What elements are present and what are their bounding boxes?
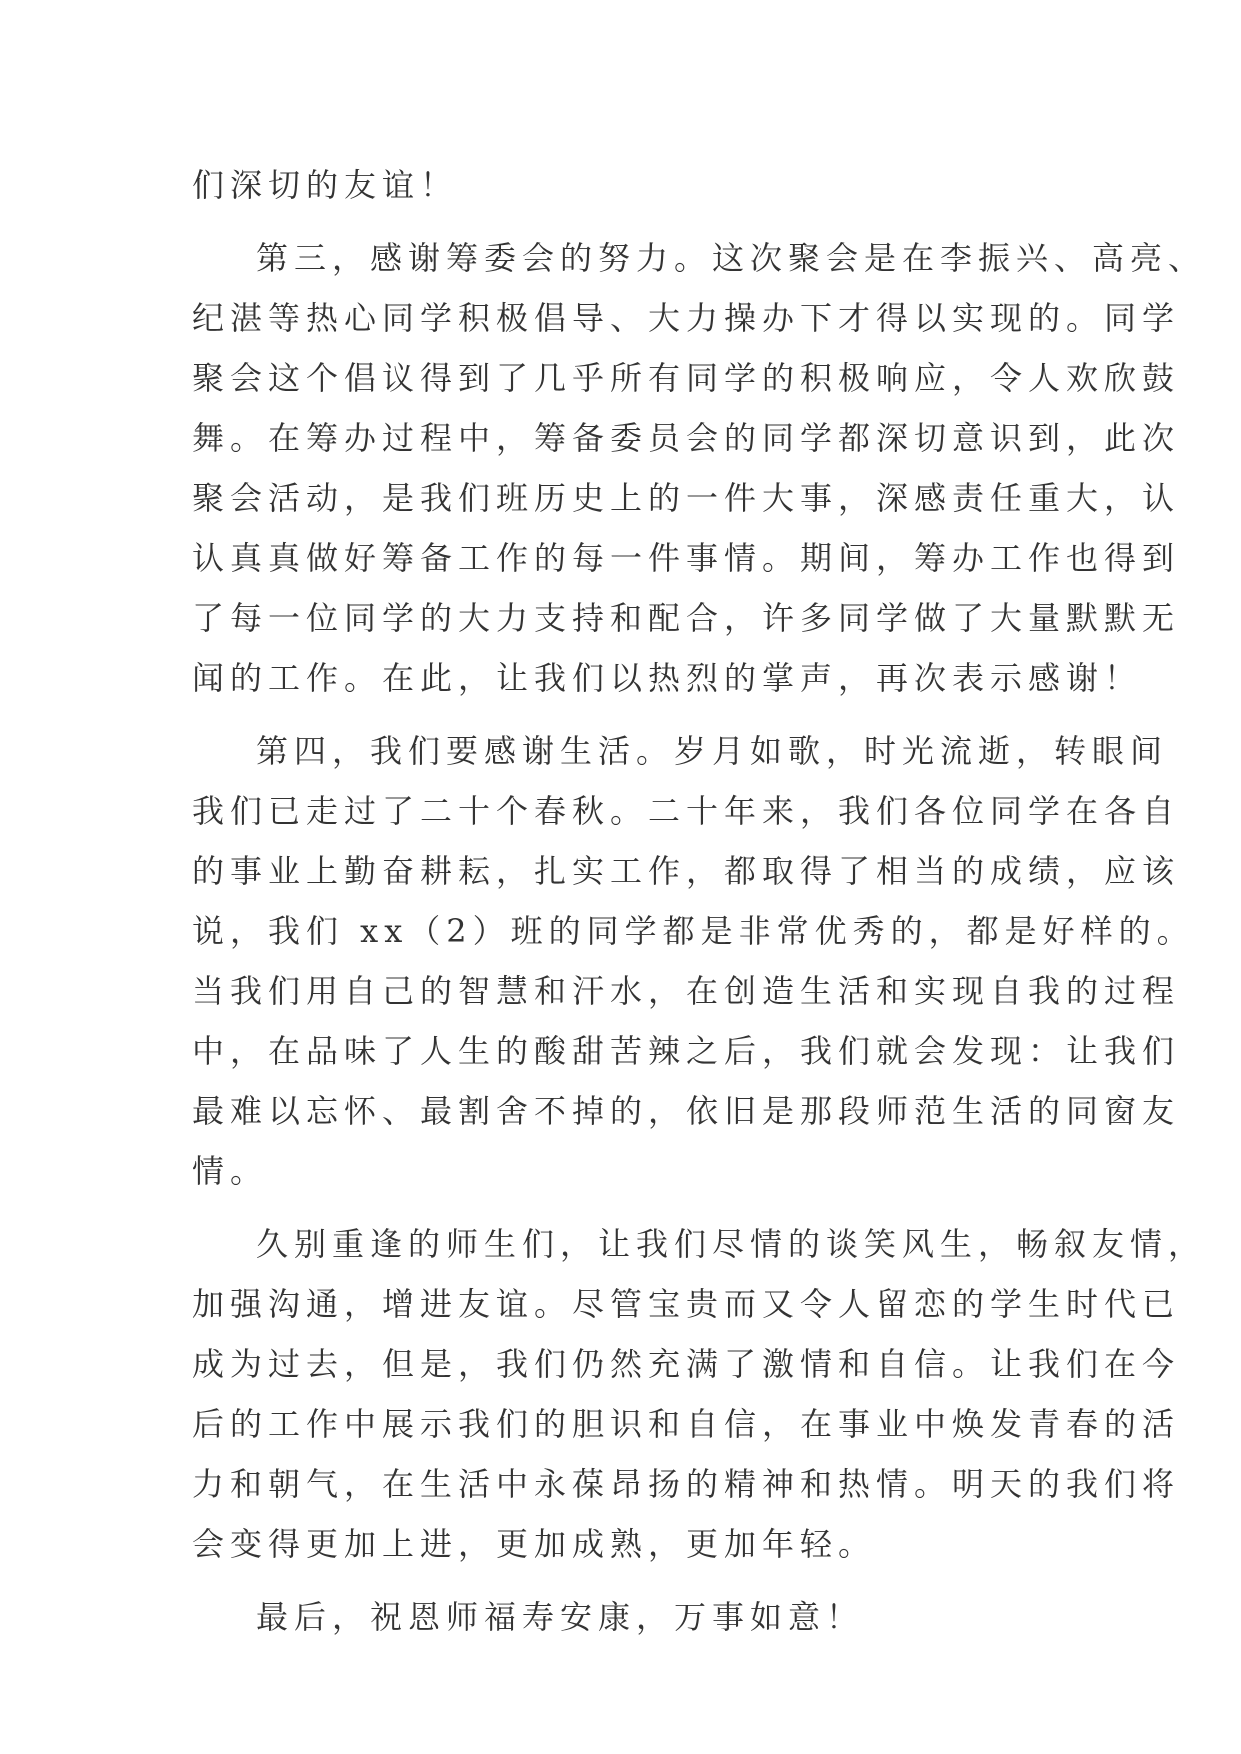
text-line: 会变得更加上进，更加成熟，更加年轻。 xyxy=(192,1525,877,1563)
text-line: 闻的工作。在此，让我们以热烈的掌声，再次表示感谢！ xyxy=(192,659,1143,697)
text-line: 中，在品味了人生的酸甜苦辣之后，我们就会发现：让我们 xyxy=(192,1032,1181,1070)
text-line: 的事业上勤奋耕耘，扎实工作，都取得了相当的成绩，应该 xyxy=(192,852,1181,890)
paragraph-start-line: 最后，祝恩师福寿安康，万事如意！ xyxy=(256,1598,865,1636)
text-line: 力和朝气，在生活中永葆昂扬的精神和热情。明天的我们将 xyxy=(192,1465,1181,1503)
text-line: 后的工作中展示我们的胆识和自信，在事业中焕发青春的活 xyxy=(192,1405,1181,1443)
text-line: 认真真做好筹备工作的每一件事情。期间，筹办工作也得到 xyxy=(192,539,1181,577)
text-line: 成为过去，但是，我们仍然充满了激情和自信。让我们在今 xyxy=(192,1345,1181,1383)
text-line: 加强沟通，增进友谊。尽管宝贵而又令人留恋的学生时代已 xyxy=(192,1285,1181,1323)
text-line: 聚会活动，是我们班历史上的一件大事，深感责任重大，认 xyxy=(192,479,1181,517)
document-body xyxy=(192,155,1207,1647)
paragraph-start-line: 第三，感谢筹委会的努力。这次聚会是在李振兴、高亮、 xyxy=(256,239,1207,277)
paragraph-start-line: 久别重逢的师生们，让我们尽情的谈笑风生，畅叙友情， xyxy=(256,1225,1207,1263)
text-line: 纪湛等热心同学积极倡导、大力操办下才得以实现的。同学 xyxy=(192,299,1181,337)
text-line: 聚会这个倡议得到了几乎所有同学的积极响应，令人欢欣鼓 xyxy=(192,359,1181,397)
text-line: 当我们用自己的智慧和汗水，在创造生活和实现自我的过程 xyxy=(192,972,1181,1010)
text-line: 们深切的友谊！ xyxy=(192,166,459,204)
text-line: 最难以忘怀、最割舍不掉的，依旧是那段师范生活的同窗友 xyxy=(192,1092,1181,1130)
text-line: 情。 xyxy=(192,1152,269,1190)
text-line: 了每一位同学的大力支持和配合，许多同学做了大量默默无 xyxy=(192,599,1181,637)
text-line: 我们已走过了二十个春秋。二十年来，我们各位同学在各自 xyxy=(192,792,1181,830)
text-line: 说，我们 xx（2）班的同学都是非常优秀的，都是好样的。 xyxy=(192,912,1195,950)
text-line: 舞。在筹办过程中，筹备委员会的同学都深切意识到，此次 xyxy=(192,419,1181,457)
paragraph-start-line: 第四，我们要感谢生活。岁月如歌，时光流逝，转眼间 xyxy=(256,732,1169,770)
